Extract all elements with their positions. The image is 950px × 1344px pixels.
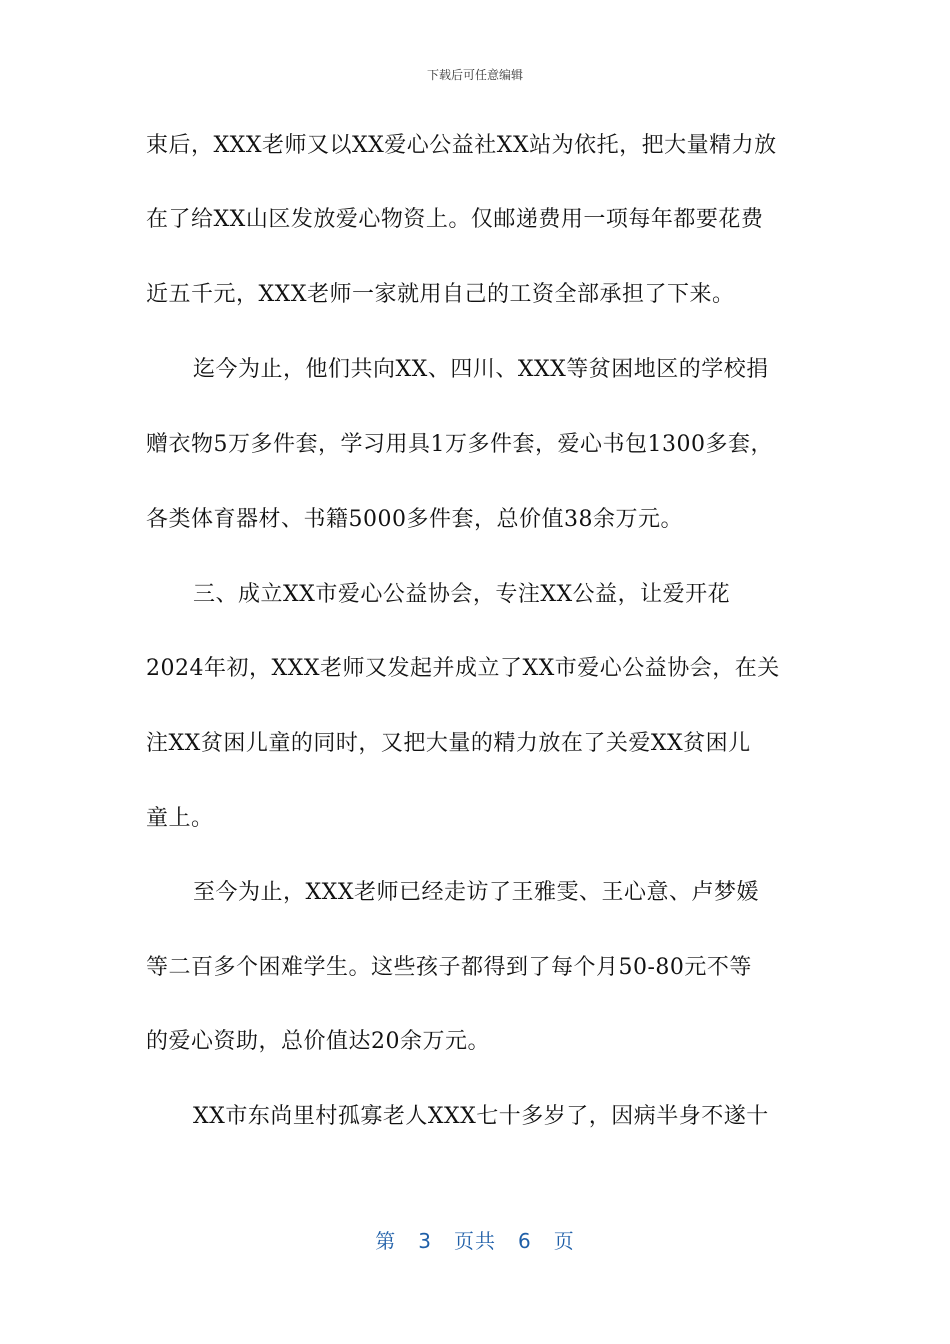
paragraph-start-line: XX市东尚里村孤寡老人XXX七十多岁了，因病半身不遂十 — [193, 1104, 769, 1129]
page-footer — [0, 1225, 950, 1254]
footer-middle: 页共 — [454, 1229, 496, 1253]
footer-suffix: 页 — [553, 1229, 575, 1253]
paragraph-start-line: 至今为止，XXX老师已经走访了王雅雯、王心意、卢梦媛 — [193, 880, 759, 905]
page-header: 下载后可任意编辑 — [426, 68, 523, 82]
text-line: 近五千元，XXX老师一家就用自己的工资全部承担了下来。 — [146, 282, 735, 307]
footer-prefix: 第 — [375, 1229, 397, 1253]
footer-total-pages: 6 — [518, 1229, 532, 1253]
text-line: 注XX贫困儿童的同时，又把大量的精力放在了关爱XX贫困儿 — [146, 731, 751, 756]
text-line: 等二百多个困难学生。这些孩子都得到了每个月50-80元不等 — [146, 955, 752, 980]
footer-page-number: 3 — [418, 1229, 432, 1253]
text-line: 束后，XXX老师又以XX爱心公益社XX站为依托，把大量精力放 — [146, 133, 777, 158]
text-line: 2024年初，XXX老师又发起并成立了XX市爱心公益协会，在关 — [146, 656, 780, 681]
text-line: 各类体育器材、书籍5000多件套，总价值38余万元。 — [146, 507, 683, 532]
section-heading: 三、成立XX市爱心公益协会，专注XX公益，让爱开花 — [193, 582, 731, 607]
text-line: 在了给XX山区发放爱心物资上。仅邮递费用一项每年都要花费 — [146, 207, 764, 232]
text-line: 赠衣物5万多件套，学习用具1万多件套，爱心书包1300多套， — [146, 432, 773, 457]
text-line: 童上。 — [146, 806, 214, 831]
paragraph-start-line: 迄今为止，他们共向XX、四川、XXX等贫困地区的学校捐 — [193, 357, 769, 382]
text-line: 的爱心资助，总价值达20余万元。 — [146, 1029, 490, 1054]
